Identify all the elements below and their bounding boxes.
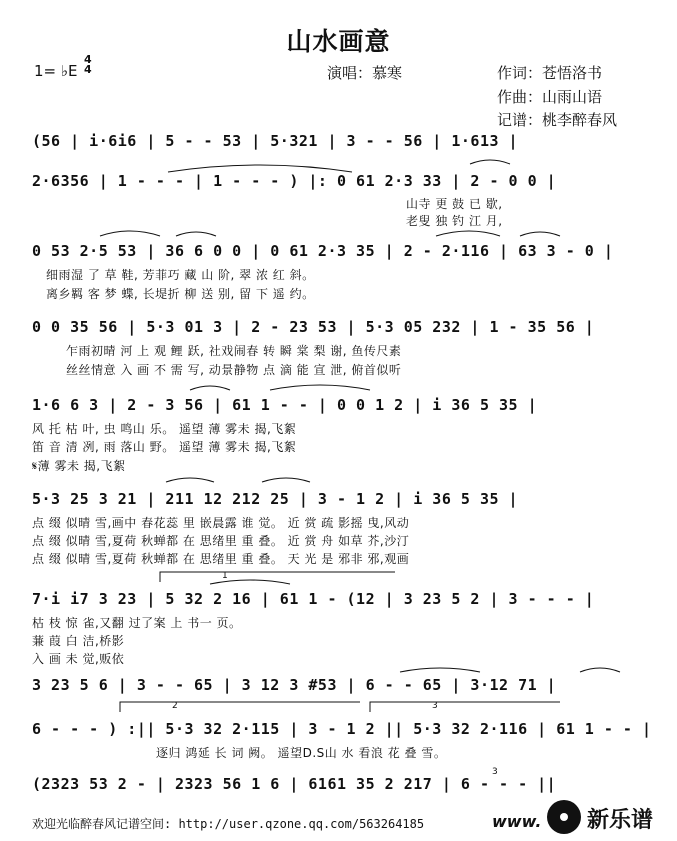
volta-bracket	[370, 702, 560, 712]
volta-number-1: 1	[222, 571, 228, 581]
lyric-row-7-verse-3: 入 画 未 觉,贩依	[32, 652, 125, 666]
slur-mark	[270, 385, 370, 390]
key-signature: 1= ♭E	[34, 62, 78, 80]
score-row-1: (56 | i·6i6 | 5 - - 53 | 5·321 | 3 - - 56 | 1·613 |	[32, 132, 519, 150]
transcriber-credit: 记谱：桃李醉春风	[497, 111, 618, 129]
slur-mark	[100, 231, 160, 236]
lyric-row-5-verse-1: 风 托 枯 叶, 虫 鸣山 乐。 遥望 薄 雾未 揭,飞絮	[32, 422, 297, 436]
triplet-number: 3	[492, 767, 498, 777]
score-row-2: 2·6356 | 1 - - - | 1 - - - ) |: 0 61 2·3 33 | 2 - 0 0 |	[32, 172, 557, 190]
score-row-10: (2323 53 2 - | 2323 56 1 6 | 6161 35 2 217 | 6 - - - ||	[32, 775, 557, 793]
lyric-row-4-verse-2: 丝丝情意 入 画 不 需 写, 动景静物 点 滴 能 宣 泄, 俯首似听	[66, 363, 402, 377]
score-row-8: 3 23 5 6 | 3 - - 65 | 3 12 3 #53 | 6 - - 65 | 3·12 71 |	[32, 676, 557, 694]
slur-mark	[166, 478, 214, 482]
lyric-row-5-verse-3: 𝄋薄 雾未 揭,飞絮	[32, 459, 126, 473]
score-row-3: 0 53 2·5 53 | 36 6 0 0 | 0 61 2·3 35 | 2 - 2·116 | 63 3 - 0 |	[32, 242, 614, 260]
slur-mark	[520, 232, 560, 236]
score-row-7: 7·i i7 3 23 | 5 32 2 16 | 61 1 - (12 | 3 23 5 2 | 3 - - - |	[32, 590, 595, 608]
score-row-4: 0 0 35 56 | 5·3 01 3 | 2 - 23 53 | 5·3 05 232 | 1 - 35 56 |	[32, 318, 595, 336]
singer-credit: 演唱：慕寒	[327, 64, 403, 82]
lyric-row-9: 逐归 鸿延 长 词 阙。 遥望D.S山 水 看浪 花 叠 雪。	[156, 746, 447, 760]
score-row-9: 6 - - - ) :|| 5·3 32 2·115 | 3 - 1 2 || 5·3 32 2·116 | 61 1 - - |	[32, 720, 652, 738]
slur-mark	[262, 478, 310, 482]
lyric-row-5-verse-2: 笛 音 清 冽, 雨 落山 野。 遥望 薄 雾未 揭,飞絮	[32, 440, 297, 454]
slur-mark	[190, 386, 230, 390]
time-signature-top: 4	[84, 53, 92, 66]
volta-number-3: 3	[432, 701, 438, 711]
lyric-row-3-verse-2: 离乡羁 客 梦 蝶, 长堤折 柳 送 别, 留 下 遥 约。	[46, 287, 315, 301]
lyric-row-7-verse-1: 枯 枝 惊 雀,又翻 过了案 上 书一 页。	[32, 616, 242, 630]
volta-bracket	[120, 702, 360, 712]
slur-mark	[580, 668, 620, 672]
score-row-5: 1·6 6 3 | 2 - 3 56 | 61 1 - - | 0 0 1 2 | i 36 5 35 |	[32, 396, 538, 414]
footer-note: 欢迎光临醉春风记谱空间: http://user.qzone.qq.com/563264185	[32, 817, 425, 831]
watermark-text: www.	[492, 812, 542, 831]
slur-mark	[470, 160, 510, 164]
score-row-6: 5·3 25 3 21 | 211 12 212 25 | 3 - 1 2 | i 36 5 35 |	[32, 490, 519, 508]
lyricist-credit: 作词：苍悟洛书	[497, 64, 603, 82]
lyric-row-2-verse-1: 山寺 更 鼓 已 歇,	[406, 197, 503, 211]
volta-bracket	[160, 572, 395, 582]
lyric-row-3-verse-1: 细雨湿 了 草 鞋, 芳菲巧 藏 山 阶, 翠 浓 红 斜。	[46, 268, 315, 282]
lyric-row-2-verse-2: 老叟 独 钓 江 月,	[406, 214, 503, 228]
time-signature-bottom: 4	[84, 63, 92, 76]
song-title: 山水画意	[286, 27, 391, 56]
lyric-row-7-verse-2: 蒹 葭 白 洁,桥影	[32, 634, 125, 648]
slur-mark	[168, 165, 352, 172]
composer-credit: 作曲：山雨山语	[497, 88, 603, 106]
slur-mark	[436, 231, 500, 236]
volta-number-2: 2	[172, 701, 178, 711]
lyric-row-4-verse-1: 乍雨初晴 河 上 观 鲤 跃, 社戏闹春 转 瞬 棠 梨 谢, 鱼传尺素	[66, 344, 402, 358]
logo-text: 新乐谱	[587, 808, 654, 833]
slur-mark	[176, 232, 216, 236]
slur-mark	[400, 668, 480, 672]
lyric-row-6-verse-1: 点 缀 似晴 雪,画中 春花蕊 里 嵌晨露 谁 觉。 近 赏 疏 影摇 曳,风动	[32, 516, 410, 530]
lyric-row-6-verse-3: 点 缀 似晴 雪,夏荷 秋蝉都 在 思绪里 重 叠。 天 光 是 邪非 邪,观画	[32, 552, 410, 566]
lyric-row-6-verse-2: 点 缀 似晴 雪,夏荷 秋蝉都 在 思绪里 重 叠。 近 赏 舟 如草 芥,沙汀	[32, 534, 410, 548]
